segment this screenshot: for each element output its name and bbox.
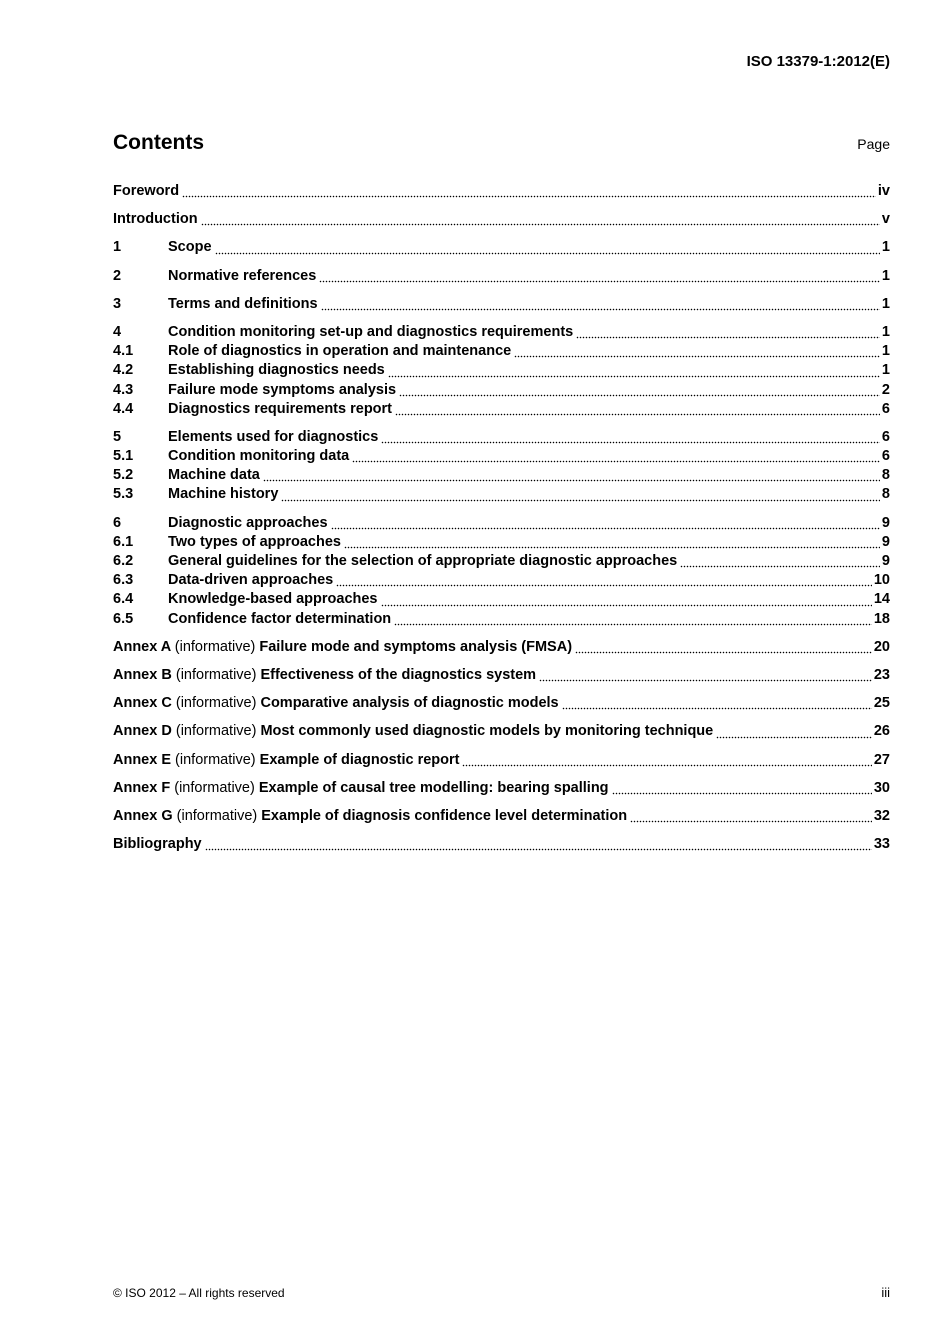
dot-leader: [575, 651, 872, 654]
dot-leader: [399, 394, 880, 397]
section-number: 6.1: [113, 533, 134, 550]
entry-title: Data-driven approaches: [168, 572, 334, 589]
toc-entry[interactable]: [113, 429, 890, 448]
toc-group: [113, 780, 890, 799]
toc-entry-label: [113, 723, 713, 739]
annex-label: Annex E: [113, 751, 172, 768]
section-number: 4.1: [113, 343, 134, 360]
dot-leader: [539, 679, 872, 682]
toc-group: [113, 695, 890, 714]
toc-group: [113, 723, 890, 742]
dot-leader: [205, 848, 872, 851]
page-ref: 14: [873, 591, 890, 608]
toc-entry[interactable]: [113, 183, 890, 202]
page-number: iii: [881, 1285, 890, 1300]
dot-leader: [381, 604, 872, 607]
dot-leader: [201, 223, 880, 226]
section-number: 1: [113, 239, 122, 256]
entry-title: Diagnostics requirements report: [168, 400, 392, 417]
dot-leader: [263, 479, 880, 482]
page-ref: 20: [873, 638, 890, 655]
toc-entry[interactable]: [113, 401, 890, 420]
toc-group: [113, 752, 890, 771]
toc-entry-label: [113, 780, 609, 796]
section-number: 5.1: [113, 448, 134, 465]
page-ref: 30: [873, 779, 890, 796]
document-id: ISO 13379-1:2012(E): [746, 53, 890, 70]
entry-title: Elements used for diagnostics: [168, 428, 379, 445]
section-number: 5.2: [113, 467, 134, 484]
section-number: 2: [113, 267, 122, 284]
dot-leader: [716, 736, 872, 739]
section-number: 4.4: [113, 400, 134, 417]
section-number: 6.5: [113, 610, 134, 627]
entry-title: Confidence factor determination: [168, 610, 392, 627]
page-ref: 23: [873, 666, 890, 683]
toc-group: [113, 324, 890, 420]
toc-entry[interactable]: [113, 723, 890, 742]
toc-group: [113, 239, 890, 258]
page-ref: 1: [881, 323, 890, 340]
dot-leader: [462, 764, 871, 767]
dot-leader: [680, 565, 880, 568]
section-number: 5: [113, 428, 122, 445]
toc-entry[interactable]: [113, 667, 890, 686]
entry-title: Effectiveness of the diagnostics system: [260, 666, 537, 683]
toc-entry[interactable]: [113, 211, 890, 230]
page-ref: 1: [881, 362, 890, 379]
page-ref: 9: [881, 514, 890, 531]
dot-leader: [388, 375, 880, 378]
annex-type: (informative): [174, 779, 255, 796]
toc-entry-label: [113, 808, 627, 824]
section-number: 4.3: [113, 381, 134, 398]
annex-type: (informative): [175, 723, 257, 740]
section-number: 3: [113, 295, 122, 312]
toc-entry[interactable]: [113, 486, 890, 505]
page-ref: 26: [873, 723, 890, 740]
dot-leader: [321, 308, 880, 311]
entry-title: Two types of approaches: [168, 533, 341, 550]
page-ref: 9: [881, 533, 890, 550]
dot-leader: [394, 623, 872, 626]
page-ref: 1: [881, 267, 890, 284]
page-ref: 1: [881, 295, 890, 312]
toc-entry[interactable]: [113, 324, 890, 343]
page-ref: 25: [873, 695, 890, 712]
page-ref: v: [881, 211, 890, 228]
dot-leader: [630, 820, 872, 823]
copyright-notice: © ISO 2012 – All rights reserved: [113, 1286, 285, 1300]
toc-entry[interactable]: [113, 534, 890, 553]
entry-title: Foreword: [113, 183, 180, 199]
page-ref: 9: [881, 553, 890, 569]
entry-title: Machine history: [168, 486, 279, 503]
page-ref: 27: [873, 751, 890, 768]
page-ref: 8: [881, 486, 890, 503]
annex-type: (informative): [175, 751, 256, 768]
page-ref: 1: [881, 343, 890, 360]
toc-group: [113, 515, 890, 630]
section-number: 5.3: [113, 486, 134, 503]
toc-entry-label: [113, 752, 459, 768]
toc-entry[interactable]: [113, 515, 890, 534]
toc-entry[interactable]: [113, 695, 890, 714]
toc-entry[interactable]: [113, 448, 890, 467]
annex-type: (informative): [175, 695, 257, 712]
toc-group: [113, 429, 890, 506]
page-ref: 32: [873, 807, 890, 824]
toc-entry[interactable]: [113, 836, 890, 855]
page-ref: 6: [881, 448, 890, 465]
page-ref: iv: [877, 183, 890, 199]
page-ref: 2: [881, 381, 890, 398]
entry-title: Condition monitoring data: [168, 448, 350, 465]
toc-entry[interactable]: [113, 572, 890, 591]
toc-entry[interactable]: [113, 268, 890, 287]
entry-title: Condition monitoring set-up and diagnostics requirements: [168, 323, 574, 340]
entry-title: Establishing diagnostics needs: [168, 362, 385, 379]
section-number: 4: [113, 323, 122, 340]
entry-title: Normative references: [168, 267, 317, 284]
entry-title: Failure mode symptoms analysis: [168, 381, 397, 398]
entry-title: Failure mode and symptoms analysis (FMSA): [259, 638, 573, 655]
annex-label: Annex G: [113, 807, 173, 824]
annex-label: Annex D: [113, 723, 172, 740]
toc-entry-label: [113, 667, 536, 683]
entry-title: Knowledge-based approaches: [168, 591, 378, 608]
dot-leader: [319, 280, 880, 283]
dot-leader: [331, 527, 880, 530]
page-ref: 6: [881, 428, 890, 445]
toc-group: [113, 639, 890, 658]
toc-entry[interactable]: [113, 239, 890, 258]
dot-leader: [395, 413, 880, 416]
annex-label: Annex F: [113, 779, 171, 796]
entry-title: Example of diagnosis confidence level determination: [261, 807, 628, 824]
entry-title: General guidelines for the selection of appropriate diagnostic approaches: [168, 553, 678, 569]
toc-entry[interactable]: [113, 467, 890, 486]
toc-entry-label: [113, 695, 559, 711]
toc-group: [113, 296, 890, 315]
toc-entry[interactable]: [113, 343, 890, 362]
annex-label: Annex C: [113, 695, 172, 712]
page-ref: 10: [873, 572, 890, 589]
toc-entry[interactable]: [113, 553, 890, 572]
toc-group: [113, 268, 890, 287]
toc-group: [113, 183, 890, 202]
page-ref: 33: [873, 836, 890, 853]
toc-entry[interactable]: [113, 296, 890, 315]
section-number: 6: [113, 514, 122, 531]
dot-leader: [182, 195, 876, 198]
page-ref: 18: [873, 610, 890, 627]
entry-title: Diagnostic approaches: [168, 514, 328, 531]
entry-title: Most commonly used diagnostic models by monitoring technique: [260, 723, 714, 740]
annex-type: (informative): [175, 666, 257, 683]
toc-group: [113, 211, 890, 230]
toc-group: [113, 836, 890, 855]
toc-group: [113, 667, 890, 686]
toc-entry[interactable]: [113, 611, 890, 630]
annex-label: Annex A: [113, 638, 171, 655]
entry-title: Terms and definitions: [168, 295, 318, 312]
toc-entry[interactable]: [113, 639, 890, 658]
section-number: 6.4: [113, 591, 134, 608]
toc-entry[interactable]: [113, 591, 890, 610]
contents-title: Contents: [113, 131, 204, 154]
dot-leader: [381, 441, 880, 444]
annex-type: (informative): [174, 638, 256, 655]
dot-leader: [215, 252, 880, 255]
dot-leader: [352, 460, 880, 463]
dot-leader: [514, 355, 880, 358]
page-ref: 1: [881, 239, 890, 256]
toc-entry[interactable]: [113, 752, 890, 771]
page-column-label: Page: [857, 136, 890, 152]
toc-entry[interactable]: [113, 362, 890, 381]
dot-leader: [336, 584, 872, 587]
entry-title: Role of diagnostics in operation and maintenance: [168, 343, 512, 360]
page-ref: 8: [881, 467, 890, 484]
section-number: 4.2: [113, 362, 134, 379]
annex-label: Annex B: [113, 666, 172, 683]
entry-title: Introduction: [113, 211, 198, 228]
toc-entry[interactable]: [113, 808, 890, 827]
entry-title: Example of causal tree modelling: bearing spalling: [258, 779, 609, 796]
entry-title: Bibliography: [113, 836, 202, 853]
dot-leader: [612, 792, 872, 795]
section-number: 6.3: [113, 572, 134, 589]
page-ref: 6: [881, 400, 890, 417]
toc-entry[interactable]: [113, 780, 890, 799]
entry-title: Machine data: [168, 467, 260, 484]
toc-entry-label: [113, 639, 572, 655]
dot-leader: [281, 499, 880, 502]
entry-title: Scope: [168, 239, 212, 256]
dot-leader: [344, 546, 880, 549]
table-of-contents: [113, 183, 890, 864]
dot-leader: [562, 707, 872, 710]
toc-group: [113, 808, 890, 827]
contents-heading: [113, 131, 890, 155]
section-number: 6.2: [113, 553, 134, 569]
annex-type: (informative): [176, 807, 258, 824]
entry-title: Comparative analysis of diagnostic models: [260, 695, 559, 712]
entry-title: Example of diagnostic report: [259, 751, 460, 768]
dot-leader: [576, 336, 880, 339]
toc-entry[interactable]: [113, 382, 890, 401]
